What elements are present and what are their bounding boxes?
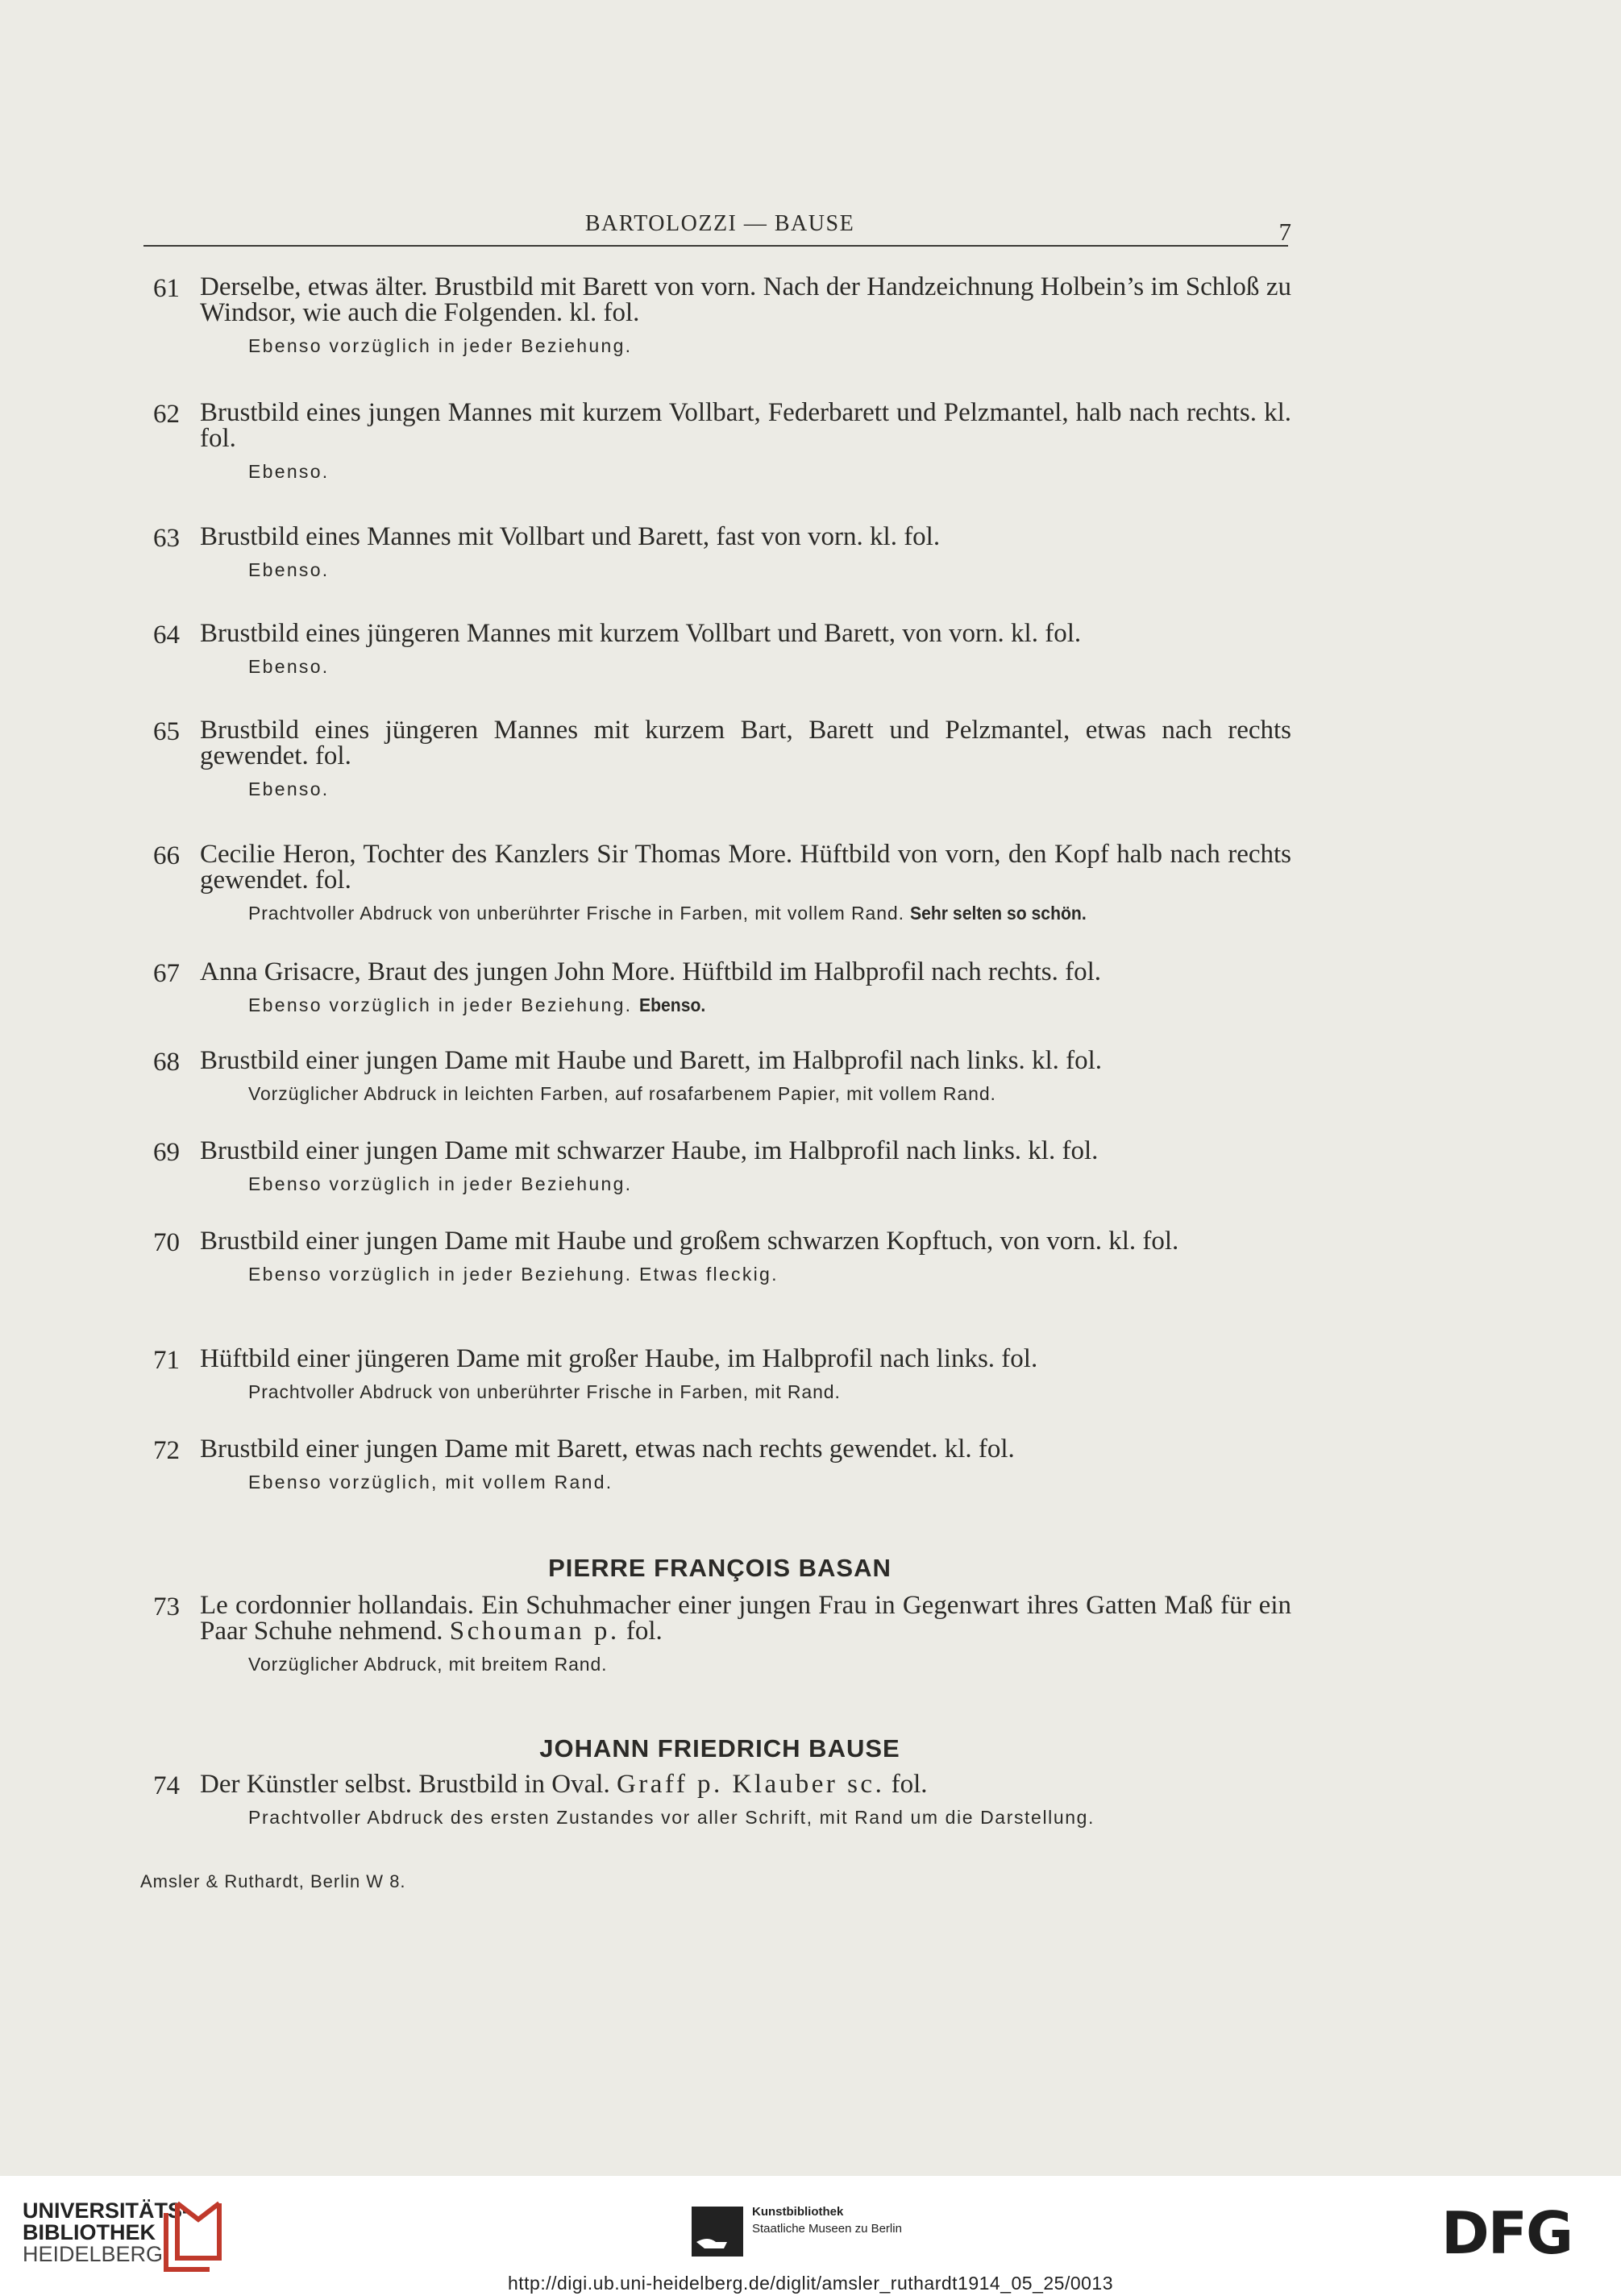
entry-title xyxy=(200,1771,1291,1797)
running-header xyxy=(143,211,1291,247)
catalog-entry xyxy=(153,717,1291,800)
entry-title: Anna Grisacre, Braut des jungen John More. Hüftbild im Halbprofil nach rechts. fol. xyxy=(200,957,1102,986)
entry-number: 69 xyxy=(153,1138,180,1167)
entry-title: Brustbild eines Mannes mit Vollbart und Barett, fast von vorn. kl. fol. xyxy=(200,522,941,551)
entry-number: 68 xyxy=(153,1048,180,1077)
kb-line-1: Kunstbibliothek xyxy=(752,2205,844,2219)
dfg-logo-text: DFG xyxy=(1441,2208,1573,2258)
heidelberg-logo-icon xyxy=(160,2195,224,2273)
catalog-entry xyxy=(153,1436,1291,1493)
entry-note: Ebenso vorzüglich in jeder Beziehung. xyxy=(248,1173,633,1194)
entry-number: 61 xyxy=(153,274,180,303)
running-title: BARTOLOZZI — BAUSE xyxy=(584,211,855,236)
entry-note: Ebenso vorzüglich in jeder Beziehung. Etwas fleckig. xyxy=(248,1264,779,1285)
entry-title: Hüftbild einer jüngeren Dame mit großer Haube, im Halbprofil nach links. fol. xyxy=(200,1344,1038,1373)
uni-line-1: UNIVERSITÄTS- xyxy=(23,2198,190,2223)
note-emphasis: Ebenso. xyxy=(639,994,706,1015)
title-artist: Graff p. Klauber sc. xyxy=(616,1770,885,1799)
catalog-entry xyxy=(153,1771,1291,1829)
title-format: fol. xyxy=(619,1617,663,1646)
page-number: 7 xyxy=(1278,218,1291,246)
entry-title: Brustbild einer jungen Dame mit Barett, etwas nach rechts gewendet. kl. fol. xyxy=(200,1434,1015,1464)
entry-number: 64 xyxy=(153,621,180,650)
entry-title: Brustbild einer jungen Dame mit Haube und Barett, im Halbprofil nach links. kl. fol. xyxy=(200,1046,1103,1075)
catalog-entry xyxy=(153,959,1291,1016)
entry-title: Brustbild eines jüngeren Mannes mit kurzem Bart, Barett und Pelzmantel, etwas nach rechts gewendet. fol. xyxy=(200,716,1291,770)
section-heading-basan: PIERRE FRANÇOIS BASAN xyxy=(548,1554,892,1582)
title-format: fol. xyxy=(884,1770,928,1799)
entry-note: Ebenso. xyxy=(248,778,330,799)
catalog-entry xyxy=(153,524,1291,581)
entry-number: 66 xyxy=(153,841,180,870)
footer-bar xyxy=(0,2176,1621,2296)
entry-note: Vorzüglicher Abdruck in leichten Farben, auf rosafarbenem Papier, mit vollem Rand. xyxy=(248,1083,996,1104)
entry-note: Prachtvoller Abdruck von unberührter Frische in Farben, mit Rand. xyxy=(248,1381,841,1402)
entry-title: Cecilie Heron, Tochter des Kanzlers Sir Thomas More. Hüftbild von vorn, den Kopf halb nach rechts gewendet. fol. xyxy=(200,840,1291,895)
catalog-entry xyxy=(153,1592,1291,1675)
entry-number: 67 xyxy=(153,959,180,988)
catalog-entry xyxy=(153,274,1291,357)
catalog-entry xyxy=(153,841,1291,924)
entry-title: Derselbe, etwas älter. Brustbild mit Barett von vorn. Nach der Handzeichnung Holbein’s im Schloß zu Windsor, wie auch die Folgenden. kl. fol. xyxy=(200,272,1291,327)
title-text: Le cordonnier hollandais. Ein Schuhmacher einer jungen Frau in Gegenwart ihres Gatten Maß für ein Paar Schuhe nehmend. xyxy=(200,1591,1291,1646)
publisher-imprint: Amsler & Ruthardt, Berlin W 8. xyxy=(140,1871,406,1891)
permalink-url[interactable]: http://digi.ub.uni-heidelberg.de/diglit/amsler_ruthardt1914_05_25/0013 xyxy=(507,2273,1114,2294)
kunstbibliothek-name xyxy=(752,2203,902,2237)
entry-note xyxy=(248,903,1291,924)
entry-note: Ebenso vorzüglich, mit vollem Rand. xyxy=(248,1472,613,1493)
dfg-logo-icon xyxy=(1441,2208,1599,2258)
title-text: Der Künstler selbst. Brustbild in Oval. xyxy=(200,1770,617,1799)
entry-title xyxy=(200,1592,1291,1644)
entry-title: Brustbild einer jungen Dame mit Haube und großem schwarzen Kopftuch, von vorn. kl. fol. xyxy=(200,1227,1179,1256)
uni-line-2: BIBLIOTHEK xyxy=(23,2220,156,2244)
catalog-entry xyxy=(153,1138,1291,1195)
kb-line-2: Staatliche Museen zu Berlin xyxy=(752,2222,902,2236)
section-heading-bause: JOHANN FRIEDRICH BAUSE xyxy=(539,1734,900,1762)
title-artist: Schouman p. xyxy=(449,1617,620,1646)
entry-number: 74 xyxy=(153,1771,180,1800)
entry-title: Brustbild einer jungen Dame mit schwarzer Haube, im Halbprofil nach links. kl. fol. xyxy=(200,1136,1099,1165)
catalog-entry xyxy=(153,1048,1291,1105)
note-text: Prachtvoller Abdruck von unberührter Frische in Farben, mit vollem Rand. xyxy=(248,903,904,924)
kunstbibliothek-logo-icon xyxy=(692,2207,743,2257)
entry-note: Prachtvoller Abdruck des ersten Zustandes vor aller Schrift, mit Rand um die Darstellung. xyxy=(248,1807,1095,1828)
catalog-entry xyxy=(153,400,1291,483)
entry-note: Ebenso vorzüglich in jeder Beziehung. xyxy=(248,335,633,356)
note-emphasis: Sehr selten so schön. xyxy=(910,903,1087,924)
catalog-entry xyxy=(153,621,1291,678)
note-text: Ebenso vorzüglich in jeder Beziehung. xyxy=(248,994,633,1015)
entry-number: 72 xyxy=(153,1436,180,1465)
entry-number: 73 xyxy=(153,1592,180,1621)
entry-number: 63 xyxy=(153,524,180,553)
catalog-entry xyxy=(153,1346,1291,1403)
entry-note xyxy=(248,994,1291,1016)
entry-number: 62 xyxy=(153,400,180,429)
uni-line-3: HEIDELBERG xyxy=(23,2242,164,2266)
entry-title: Brustbild eines jungen Mannes mit kurzem Vollbart, Federbarett und Pelzmantel, halb nach rechts. kl. fol. xyxy=(200,398,1291,453)
entry-note: Ebenso. xyxy=(248,461,330,482)
entry-title: Brustbild eines jüngeren Mannes mit kurzem Vollbart und Barett, von vorn. kl. fol. xyxy=(200,619,1082,648)
entry-note: Ebenso. xyxy=(248,559,330,580)
entry-number: 71 xyxy=(153,1346,180,1375)
entry-number: 70 xyxy=(153,1228,180,1257)
entry-note: Vorzüglicher Abdruck, mit breitem Rand. xyxy=(248,1654,608,1675)
catalog-entry xyxy=(153,1228,1291,1285)
entry-number: 65 xyxy=(153,717,180,746)
entry-note: Ebenso. xyxy=(248,656,330,677)
